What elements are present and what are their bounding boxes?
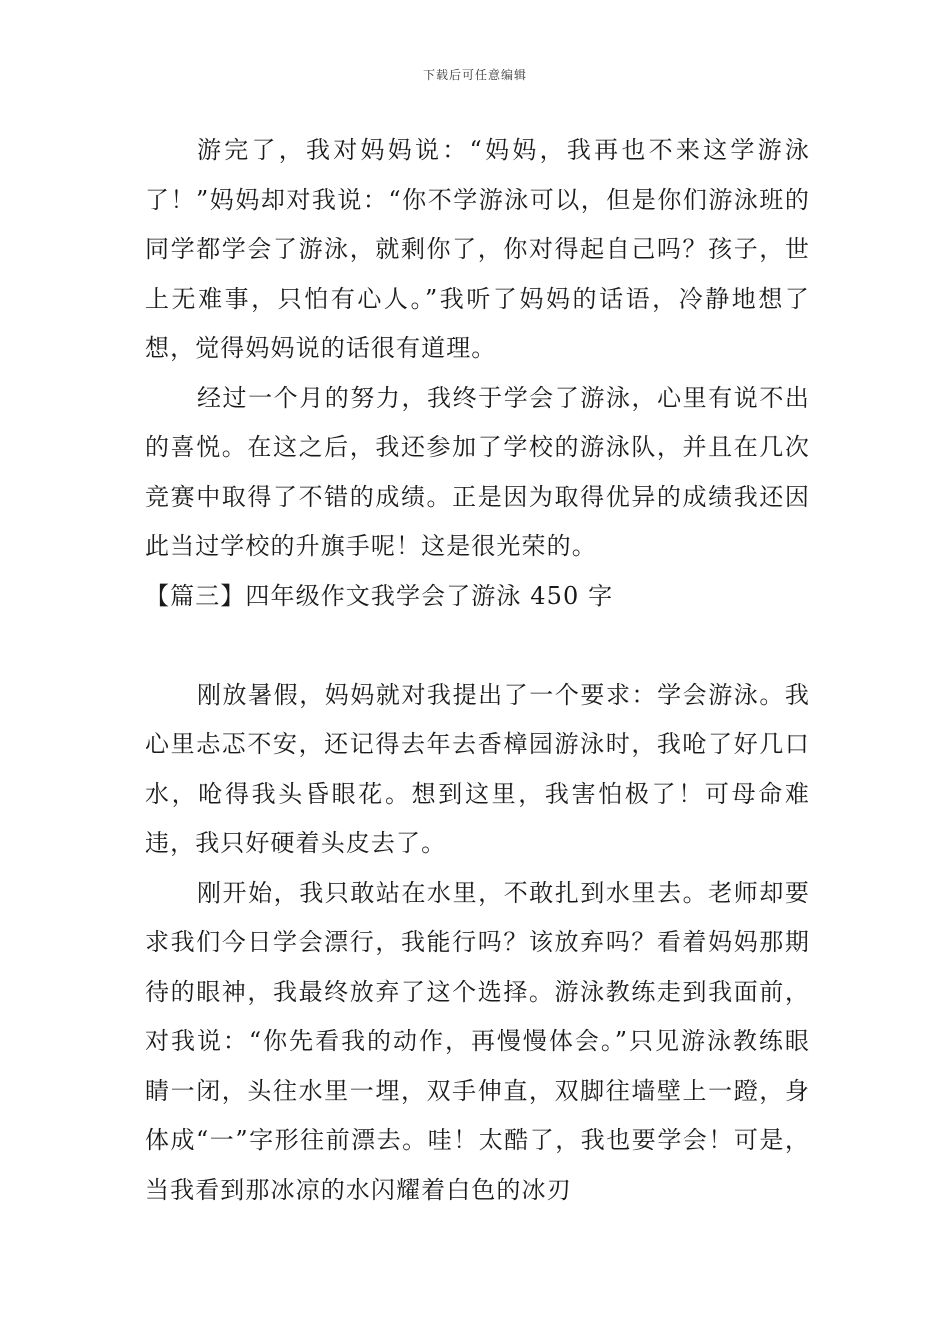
paragraph: 经过一个月的努力，我终于学会了游泳，心里有说不出的喜悦。在这之后，我还参加了学校的游泳队，并且在几次竞赛中取得了不错的成绩。正是因为取得优异的成绩我还因此当过学校的升旗手呢！这是很光荣的。 xyxy=(145,383,810,560)
page-header-note: 下载后可任意编辑 xyxy=(422,68,527,82)
section-title: 【篇三】四年级作文我学会了游泳 450 字 xyxy=(145,581,614,610)
paragraph: 刚开始，我只敢站在水里，不敢扎到水里去。老师却要求我们今日学会漂行，我能行吗？该放弃吗？看着妈妈那期待的眼神，我最终放弃了这个选择。游泳教练走到我面前，对我说：“你先看我的动作，再慢慢体会。”只见游泳教练眼睛一闭，头往水里一埋，双手伸直，双脚往墙壁上一蹬，身体成“一”字形往前漂去。哇！太酷了，我也要学会！可是，当我看到那冰凉的水闪耀着白色的冰刃 xyxy=(145,878,810,1204)
paragraph: 游完了，我对妈妈说：“妈妈，我再也不来这学游泳了！”妈妈却对我说：“你不学游泳可以，但是你们游泳班的同学都学会了游泳，就剩你了，你对得起自己吗？孩子，世上无难事，只怕有心人。”我听了妈妈的话语，冷静地想了想，觉得妈妈说的话很有道理。 xyxy=(145,136,810,362)
document-body xyxy=(145,126,810,1215)
paragraph: 刚放暑假，妈妈就对我提出了一个要求：学会游泳。我心里忐忑不安，还记得去年去香樟园游泳时，我呛了好几口水，呛得我头昏眼花。想到这里，我害怕极了！可母命难违，我只好硬着头皮去了。 xyxy=(145,680,810,857)
blank-line xyxy=(145,621,810,671)
